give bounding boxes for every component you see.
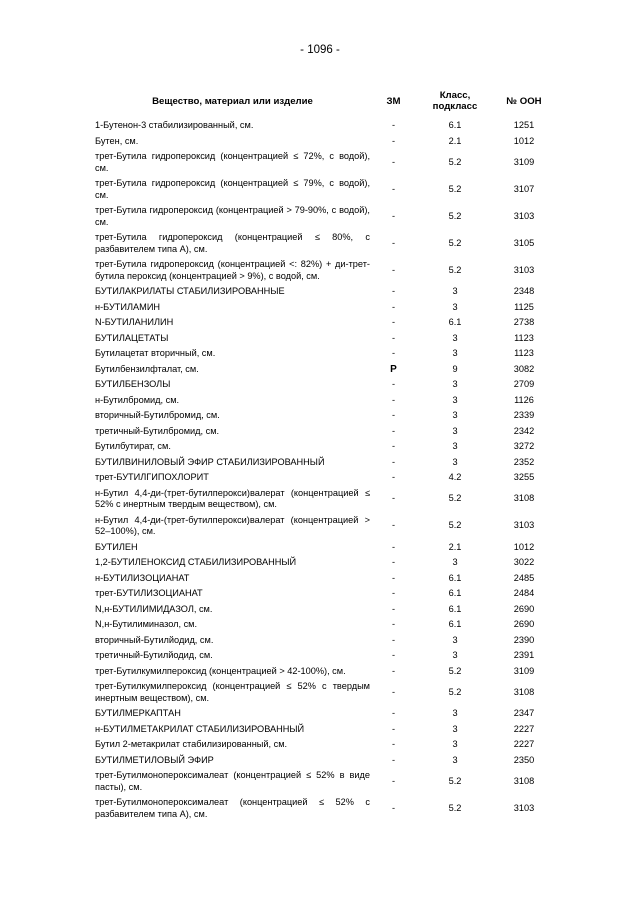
- cell-un-number: 1123: [514, 332, 534, 343]
- cell-un-number: 2352: [513, 456, 535, 467]
- cell-un-number: 2391: [513, 650, 535, 660]
- column-header-em: ЗМ: [386, 95, 401, 107]
- cell-substance-name: БУТИЛЕН: [95, 541, 138, 552]
- cell-class: 3: [452, 441, 458, 451]
- cell-class: 5.2: [448, 665, 462, 676]
- cell-em: -: [391, 775, 396, 786]
- table-row: [95, 633, 555, 649]
- cell-un-number: 1125: [514, 301, 534, 312]
- cell-un-number: 3109: [513, 156, 535, 167]
- cell-class: 3: [452, 754, 458, 765]
- cell-un-number: 1251: [513, 120, 535, 130]
- cell-un-number: 3103: [513, 264, 535, 275]
- cell-em: -: [391, 493, 396, 504]
- cell-class: 6.1: [448, 120, 462, 130]
- cell-substance-name: N,н-Бутилиминазол, см.: [95, 619, 198, 629]
- cell-substance-name: БУТИЛМЕТИЛОВЫЙ ЭФИР: [95, 754, 214, 765]
- table-row: [95, 408, 555, 424]
- column-header-name: Вещество, материал или изделие: [152, 95, 313, 107]
- cell-un-number: 3108: [513, 493, 535, 504]
- cell-class: 3: [452, 394, 458, 405]
- cell-un-number: 2709: [513, 379, 535, 389]
- cell-un-number: 3108: [513, 686, 535, 697]
- cell-substance-name: третичный-Бутилйодид, см.: [95, 650, 213, 660]
- cell-em: -: [391, 472, 396, 482]
- cell-substance-name: н-Бутил 4,4-ди-(трет-бутилперокси)валерат (концентрацией > 52–100%), см.: [95, 514, 370, 536]
- cell-un-number: 2690: [513, 619, 535, 629]
- cell-substance-name: третичный-Бутилбромид, см.: [95, 425, 220, 436]
- cell-substance-name: н-БУТИЛАМИН: [95, 301, 161, 312]
- table-row: [95, 486, 555, 513]
- substances-table: [95, 84, 555, 822]
- cell-substance-name: н-Бутил 4,4-ди-(трет-бутилперокси)валерат (концентрацией ≤ 52% с инертным твердым веществом), см.: [95, 487, 370, 509]
- table-row: [95, 346, 555, 362]
- cell-em: -: [391, 708, 396, 718]
- cell-substance-name: трет-Бутилмонопероксималеат (концентрацией ≤ 52% в виде пасты), см.: [95, 770, 370, 792]
- cell-class: 5.2: [448, 210, 462, 221]
- table-row: [95, 393, 555, 409]
- cell-em: -: [391, 572, 396, 583]
- cell-un-number: 3103: [513, 210, 535, 221]
- table-row: [95, 455, 555, 471]
- table-row: [95, 257, 555, 284]
- table-row: [95, 602, 555, 618]
- cell-class: 3: [452, 456, 458, 467]
- cell-class: 6.1: [448, 317, 462, 327]
- cell-un-number: 2339: [513, 410, 535, 420]
- table-row: [95, 540, 555, 556]
- cell-substance-name: 1-Бутенон-3 стабилизированный, см.: [95, 120, 254, 130]
- cell-substance-name: БУТИЛВИНИЛОВЫЙ ЭФИР СТАБИЛИЗИРОВАННЫЙ: [95, 456, 325, 467]
- table-row: [95, 331, 555, 347]
- cell-em: -: [391, 348, 396, 358]
- cell-un-number: 2485: [513, 572, 535, 583]
- cell-class: 3: [452, 650, 458, 660]
- table-row: [95, 424, 555, 440]
- cell-class: 5.2: [448, 686, 462, 697]
- cell-substance-name: трет-БУТИЛГИПОХЛОРИТ: [95, 472, 209, 482]
- cell-substance-name: Бутилацетат вторичный, см.: [95, 348, 216, 358]
- table-row: [95, 753, 555, 769]
- cell-substance-name: вторичный-Бутилбромид, см.: [95, 410, 220, 420]
- cell-class: 3: [452, 557, 458, 567]
- cell-substance-name: Бутил 2-метакрилат стабилизированный, см.: [95, 739, 288, 749]
- table-row: [95, 176, 555, 203]
- cell-substance-name: трет-Бутила гидропероксид (концентрацией > 79-90%, с водой), см.: [95, 205, 370, 227]
- cell-class: 3: [452, 634, 458, 645]
- cell-class: 5.2: [448, 802, 462, 813]
- cell-em: -: [391, 686, 396, 697]
- cell-em: -: [391, 135, 396, 146]
- column-header-un: № ООН: [506, 95, 542, 107]
- cell-un-number: 2347: [513, 708, 535, 718]
- table-row: [95, 586, 555, 602]
- table-row: [95, 679, 555, 706]
- cell-un-number: 3108: [513, 775, 535, 786]
- cell-class: 3: [452, 723, 458, 734]
- table-row: [95, 315, 555, 331]
- cell-em: -: [391, 541, 396, 552]
- table-row: [95, 203, 555, 230]
- cell-class: 6.1: [448, 588, 462, 598]
- cell-substance-name: Бутен, см.: [95, 135, 139, 146]
- cell-substance-name: трет-Бутилкумилпероксид (концентрацией ≤ 52% с твердым инертным веществом), см.: [95, 681, 370, 703]
- cell-em: -: [391, 520, 396, 531]
- cell-em: -: [391, 264, 396, 275]
- cell-class: 5.2: [448, 156, 462, 167]
- cell-substance-name: Бутилбутират, см.: [95, 441, 171, 451]
- cell-em: -: [391, 665, 396, 676]
- cell-class: 5.2: [448, 237, 462, 248]
- cell-em: -: [391, 739, 396, 749]
- cell-substance-name: БУТИЛМЕРКАПТАН: [95, 708, 181, 718]
- cell-em: -: [391, 156, 396, 167]
- cell-substance-name: трет-Бутила гидропероксид (концентрацией ≤ 72%, с водой), см.: [95, 151, 370, 173]
- cell-un-number: 1012: [513, 135, 535, 146]
- cell-un-number: 2350: [513, 754, 535, 765]
- cell-class: 6.1: [448, 572, 462, 583]
- table-row: [95, 300, 555, 316]
- table-row: [95, 134, 555, 150]
- table-row: [95, 648, 555, 664]
- cell-substance-name: БУТИЛАЦЕТАТЫ: [95, 332, 169, 343]
- cell-em: -: [391, 634, 396, 645]
- cell-em: -: [391, 317, 396, 327]
- cell-substance-name: БУТИЛБЕНЗОЛЫ: [95, 379, 171, 389]
- cell-un-number: 3107: [513, 183, 535, 194]
- table-row: [95, 513, 555, 540]
- cell-un-number: 2738: [513, 317, 535, 327]
- table-row: [95, 118, 555, 134]
- table-row: [95, 284, 555, 300]
- cell-class: 2.1: [448, 135, 462, 146]
- cell-substance-name: БУТИЛАКРИЛАТЫ СТАБИЛИЗИРОВАННЫЕ: [95, 286, 285, 296]
- cell-un-number: 3103: [513, 802, 535, 813]
- cell-class: 5.2: [448, 264, 462, 275]
- table-row: [95, 664, 555, 680]
- cell-class: 3: [452, 286, 458, 296]
- cell-un-number: 2390: [513, 634, 535, 645]
- cell-un-number: 3255: [513, 472, 535, 482]
- cell-class: 3: [452, 739, 458, 749]
- cell-em: Р: [390, 363, 397, 375]
- cell-em: -: [391, 301, 396, 312]
- cell-un-number: 3109: [513, 665, 535, 676]
- cell-em: -: [391, 802, 396, 813]
- cell-class: 3: [452, 379, 458, 389]
- cell-em: -: [391, 210, 396, 221]
- cell-em: -: [391, 456, 396, 467]
- cell-substance-name: н-БУТИЛИЗОЦИАНАТ: [95, 572, 190, 583]
- cell-un-number: 3022: [513, 557, 535, 567]
- cell-em: -: [391, 603, 396, 614]
- cell-em: -: [391, 557, 396, 567]
- cell-un-number: 2348: [513, 286, 535, 296]
- cell-class: 5.2: [448, 775, 462, 786]
- table-row: [95, 470, 555, 486]
- cell-em: -: [391, 183, 396, 194]
- cell-em: -: [391, 588, 396, 598]
- cell-substance-name: трет-Бутилмонопероксималеат (концентрацией ≤ 52% с разбавителем типа А), см.: [95, 797, 370, 819]
- cell-em: -: [391, 286, 396, 296]
- cell-class: 6.1: [448, 619, 462, 629]
- cell-em: -: [391, 619, 396, 629]
- cell-un-number: 2227: [513, 723, 535, 734]
- table-row: [95, 737, 555, 753]
- column-header-class: Класс, подкласс: [432, 90, 478, 112]
- cell-class: 9: [452, 363, 458, 374]
- table-row: [95, 377, 555, 393]
- cell-un-number: 3105: [513, 237, 535, 248]
- cell-class: 3: [452, 410, 458, 420]
- cell-substance-name: N,н-БУТИЛИМИДАЗОЛ, см.: [95, 603, 213, 614]
- cell-un-number: 2484: [513, 588, 535, 598]
- cell-substance-name: Бутилбензилфталат, см.: [95, 363, 199, 374]
- cell-un-number: 1123: [514, 348, 534, 358]
- cell-un-number: 2690: [513, 603, 535, 614]
- cell-class: 3: [452, 708, 458, 718]
- cell-em: -: [391, 379, 396, 389]
- table-row: [95, 555, 555, 571]
- cell-substance-name: вторичный-Бутилйодид, см.: [95, 634, 214, 645]
- cell-substance-name: н-Бутилбромид, см.: [95, 394, 180, 405]
- cell-class: 5.2: [448, 493, 462, 504]
- cell-class: 2.1: [448, 541, 462, 552]
- table-row: [95, 439, 555, 455]
- cell-substance-name: трет-Бутилкумилпероксид (концентрацией > 42-100%), см.: [95, 665, 346, 676]
- cell-em: -: [391, 332, 396, 343]
- cell-substance-name: 1,2-БУТИЛЕНОКСИД СТАБИЛИЗИРОВАННЫЙ: [95, 557, 297, 567]
- table-header-row: [95, 84, 555, 118]
- cell-class: 5.2: [448, 183, 462, 194]
- cell-un-number: 1012: [513, 541, 535, 552]
- cell-em: -: [391, 394, 396, 405]
- cell-class: 5.2: [448, 520, 462, 531]
- table-row: [95, 795, 555, 822]
- table-row: [95, 571, 555, 587]
- cell-class: 3: [452, 348, 458, 358]
- cell-un-number: 3103: [513, 520, 535, 531]
- cell-un-number: 3082: [513, 363, 535, 374]
- cell-un-number: 1126: [514, 394, 534, 405]
- cell-em: -: [391, 120, 396, 130]
- page-number: - 1096 -: [300, 44, 340, 56]
- cell-substance-name: трет-БУТИЛИЗОЦИАНАТ: [95, 588, 203, 598]
- table-row: [95, 149, 555, 176]
- cell-em: -: [391, 723, 396, 734]
- cell-class: 6.1: [448, 603, 462, 614]
- cell-substance-name: н-БУТИЛМЕТАКРИЛАТ СТАБИЛИЗИРОВАННЫЙ: [95, 723, 305, 734]
- cell-em: -: [391, 650, 396, 660]
- table-row: [95, 722, 555, 738]
- cell-em: -: [391, 754, 396, 765]
- cell-un-number: 3272: [513, 441, 535, 451]
- cell-substance-name: трет-Бутила гидропероксид (концентрацией <: 82%) + ди-трет-бутила пероксид (концентрацией > 9%), с водой, см.: [95, 259, 370, 281]
- cell-class: 3: [452, 301, 458, 312]
- table-row: [95, 706, 555, 722]
- table-row: [95, 230, 555, 257]
- table-row: [95, 362, 555, 378]
- table-row: [95, 617, 555, 633]
- cell-class: 3: [452, 332, 458, 343]
- cell-em: -: [391, 425, 396, 436]
- cell-class: 4.2: [448, 472, 462, 482]
- cell-un-number: 2342: [513, 425, 535, 436]
- cell-un-number: 2227: [513, 739, 535, 749]
- cell-substance-name: трет-Бутила гидропероксид (концентрацией ≤ 79%, с водой), см.: [95, 178, 370, 200]
- table-row: [95, 768, 555, 795]
- cell-em: -: [391, 441, 396, 451]
- cell-substance-name: трет-Бутила гидропероксид (концентрацией ≤ 80%, с разбавителем типа А), см.: [95, 232, 370, 254]
- cell-em: -: [391, 410, 396, 420]
- cell-class: 3: [452, 425, 458, 436]
- cell-em: -: [391, 237, 396, 248]
- cell-substance-name: N-БУТИЛАНИЛИН: [95, 317, 174, 327]
